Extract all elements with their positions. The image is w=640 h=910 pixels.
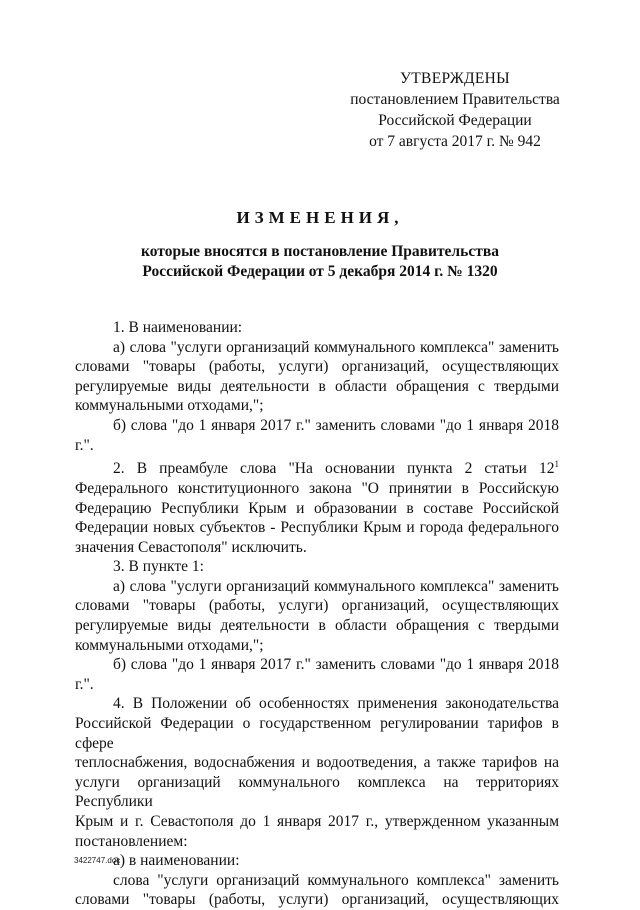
item-4-line: 4. В Положении об особенностях применения законодательства [113,695,559,713]
document-subtitle [90,242,550,282]
item-4-line: постановлением: [75,832,188,850]
item-4-line: Крым и г. Севастополя до 1 января 2017 г., утвержденном указанным [75,813,559,830]
approval-line-3: от 7 августа 2017 г. № 942 [369,133,541,150]
item-1a-line: словами "товары (работы, услуги) организаций, осуществляющих [75,358,559,376]
superscript: 1 [554,459,559,470]
item-3a-line: а) слова "услуги организаций коммунального комплекса" заменить [113,577,559,595]
item-3a-line: регулируемые виды деятельности в области обращения с твердыми [75,617,559,635]
item-1a-line: регулируемые виды деятельности в области обращения с твердыми [75,377,559,395]
item-2-line: значения Севастополя" исключить. [75,538,307,556]
approval-line-2: Российской Федерации [378,112,532,129]
item-3a-line: коммунальными отходами,"; [75,636,264,654]
item-1a-line: а) слова "услуги организаций коммунального комплекса" заменить [113,338,559,356]
subtitle-line-1: которые вносятся в постановление Правительства [141,243,499,260]
item-1a-line: коммунальными отходами,"; [75,397,264,415]
item-2-line: Федерацию Республики Крым и образовании в составе Российской [75,499,559,517]
item-1-heading: 1. В наименовании: [113,319,243,336]
item-3b-line: б) слова "до 1 января 2017 г." заменить словами "до 1 января 2018 г.". [75,656,559,693]
item-3a-line: словами "товары (работы, услуги) организаций, осуществляющих [75,597,559,615]
file-name-footer: 3422747.doc [74,856,121,865]
approval-label: УТВЕРЖДЕНЫ [400,70,510,87]
item-4-line: услуги организаций коммунального комплекса на территориях Республики [75,773,559,811]
item-4a-heading: а) в наименовании: [113,852,240,870]
item-4a-line: слова "услуги организаций коммунального комплекса" заменить [113,871,559,889]
item-4-line: теплоснабжения, водоснабжения и водоотведения, а также тарифов на [75,754,559,772]
subtitle-line-2: Российской Федерации от 5 декабря 2014 г. № 1320 [142,263,498,280]
approval-line-1: постановлением Правительства [350,91,560,108]
item-4a-line: словами "товары (работы, услуги) организаций, осуществляющих [75,891,559,909]
document-title: ИЗМЕНЕНИЯ, [236,208,404,227]
item-4-line: Российской Федерации о государственном регулировании тарифов в сфере [75,715,559,752]
document-body [75,318,559,910]
approval-stamp [340,68,570,152]
item-2-line [75,455,559,479]
item-2-line: Федерального конституционного закона "О принятии в Российскую [75,479,559,497]
item-2-line: Федерации новых субъектов - Республики Крым и города федерального [75,519,559,537]
item-2-text: 2. В преамбуле слова "На основании пункта 2 статьи 12 [113,460,555,478]
item-3-heading: 3. В пункте 1: [113,558,204,576]
item-1b-line: б) слова "до 1 января 2017 г." заменить словами "до 1 января 2018 г.". [75,416,559,454]
